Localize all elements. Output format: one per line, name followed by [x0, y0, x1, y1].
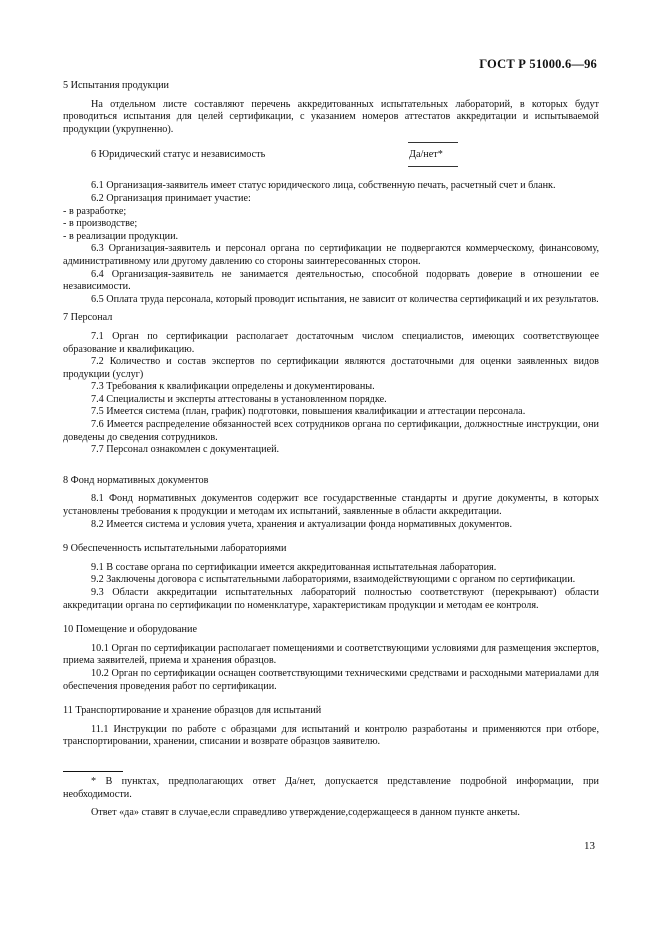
document-body [63, 80, 599, 820]
footnote-divider [63, 771, 123, 772]
section-7-title: 7 Персонал [63, 312, 113, 324]
clause-7-1: 7.1 Орган по сертификации располагает достаточным числом специалистов, имеющих соответствующее образование и квалификацию. [63, 330, 599, 355]
clause-6-4: 6.4 Организация-заявитель не занимается деятельностью, способной подорвать доверие в отношении ее независимости. [63, 268, 599, 293]
section-5-text: На отдельном листе составляют перечень аккредитованных испытательных лабораторий, в которых будут проводиться испытания для целей сертификации, с указанием номеров аттестатов аккредитации и испытываемой продукции (укрупненно). [63, 98, 599, 135]
list-item: - в производстве; [63, 218, 138, 230]
clause-7-3: 7.3 Требования к квалификации определены и документированы. [91, 381, 375, 393]
clause-10-1: 10.1 Орган по сертификации располагает помещениями и соответствующими условиями для размещения экспертов, приема заявителей, приема и хранения образцов. [63, 642, 599, 667]
clause-6-1: 6.1 Организация-заявитель имеет статус юридического лица, собственную печать, расчетный счет и бланк. [91, 180, 556, 192]
list-item: - в реализации продукции. [63, 230, 179, 242]
section-6-title: 6 Юридический статус и независимость [91, 149, 266, 161]
section-5-title: 5 Испытания продукции [63, 80, 169, 91]
page-number: 13 [584, 840, 595, 852]
clause-7-2: 7.2 Количество и состав экспертов по сертификации являются достаточными для оценки заявленных видов продукции (услуг) [63, 356, 599, 380]
footnote-2: Ответ «да» ставят в случае,если справедливо утверждение,содержащееся в данном пункте анкеты. [91, 807, 520, 819]
clause-10-2: 10.2 Орган по сертификации оснащен соответствующими техническими средствами и расходными материалами для обеспечения проведения работ по сертификации. [63, 667, 599, 692]
clause-8-2: 8.2 Имеется система и условия учета, хранения и актуализации фонда нормативных документов. [91, 518, 513, 530]
clause-7-5: 7.5 Имеется система (план, график) подготовки, повышения квалификации и аттестации персонала. [91, 406, 526, 418]
clause-7-4: 7.4 Специалисты и эксперты аттестованы в установленном порядке. [91, 393, 387, 405]
clause-6-2: 6.2 Организация принимает участие: [91, 192, 251, 204]
yes-no-bottom-rule [408, 166, 458, 167]
section-11-title: 11 Транспортирование и хранение образцов для испытаний [63, 705, 322, 717]
section-6-header [63, 136, 599, 174]
footnote-1: * В пунктах, предполагающих ответ Да/нет, допускается представление подробной информации, при необходимости. [63, 775, 599, 800]
clause-8-1: 8.1 Фонд нормативных документов содержит все государственные стандарты и другие документы, в которых установлены требования к продукции и методам их испытаний, заявленные в области аккредитации. [63, 493, 599, 518]
clause-9-2: 9.2 Заключены договора с испытательными лабораториями, взаимодействующими с органом по сертификации. [91, 574, 576, 586]
clause-11-1: 11.1 Инструкции по работе с образцами для испытаний и контролю разработаны и применяются при отборе, транспортировании, хранении, списании и возврате образцов заявителю. [63, 723, 599, 748]
list-item: - в разработке; [63, 205, 127, 217]
section-10-title: 10 Помещение и оборудование [63, 624, 197, 636]
standard-header: ГОСТ Р 51000.6—96 [479, 57, 597, 71]
yes-no-column-label: Да/нет* [409, 149, 443, 161]
clause-7-6: 7.6 Имеется распределение обязанностей всех сотрудников органа по сертификации, должностные инструкции, они доведены до сведения сотрудников. [63, 419, 599, 443]
section-8-title: 8 Фонд нормативных документов [63, 474, 209, 486]
clause-7-7: 7.7 Персонал ознакомлен с документацией. [91, 444, 280, 456]
section-9-title: 9 Обеспеченность испытательными лабораториями [63, 543, 287, 555]
clause-6-3: 6.3 Организация-заявитель и персонал органа по сертификации не подвергаются коммерческому, финансовому, административному или другому давлению со стороны заинтересованных сторон. [63, 243, 599, 267]
clause-6-5: 6.5 Оплата труда персонала, который проводит испытания, не зависит от количества сертификаций и их результатов. [91, 293, 599, 305]
yes-no-top-rule [408, 142, 458, 143]
clause-9-3: 9.3 Области аккредитации испытательных лабораторий полностью соответствуют (перекрывают) области аккредитации органа по сертификации по номенклатуре, характеристикам продукции и методам ее контроля. [63, 587, 599, 611]
clause-9-1: 9.1 В составе органа по сертификации имеется аккредитованная испытательная лаборатория. [91, 561, 497, 573]
